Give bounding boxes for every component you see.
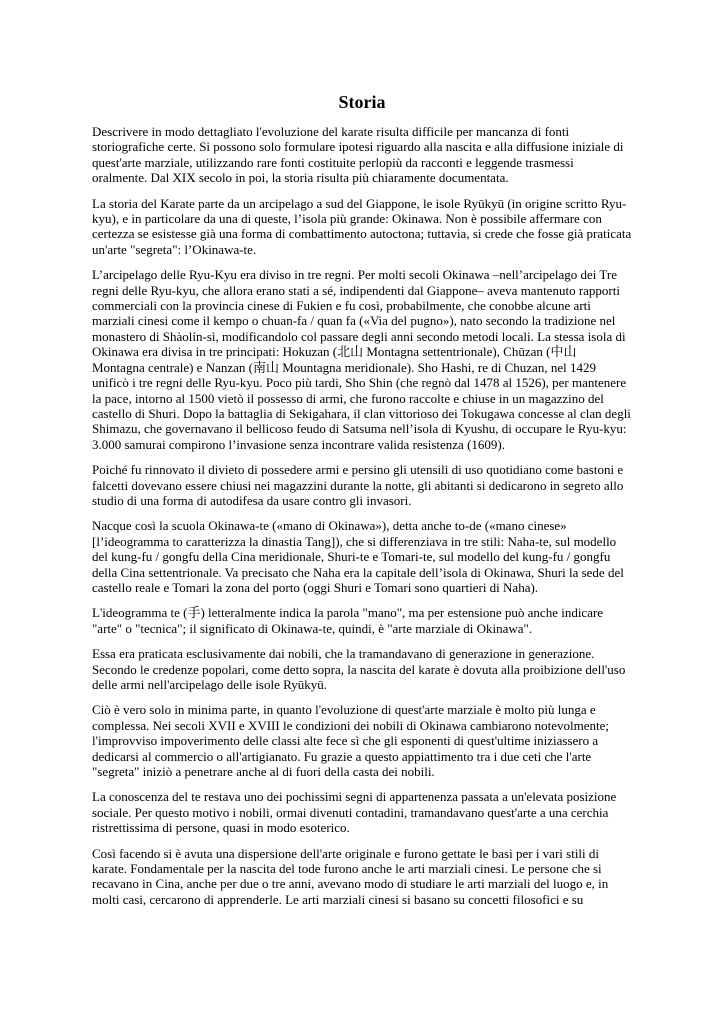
paragraph-ideogram-te: L'ideogramma te (手) letteralmente indica la parola "mano", ma per estensione può anche indicare "arte" o "tecnica"; il significato di Okinawa-te, quindi, è "arte marziale di Okinawa". <box>92 605 604 636</box>
paragraph-dispersion: Così facendo si è avuta una dispersione dell'arte originale e furono gettate le basi per i vari stili di karate. Fondamentale per la nascita del tode furono anche le arti marziali cinesi. Le persone che si recavano in Cina, anche per due o tre anni, avevano modo di studiare le arti marziali del luogo e, in molti casi, cercarono di apprenderle. Le arti marziali cinesi si basano su concetti filosofici e su <box>92 845 609 907</box>
paragraph-intro: Descrivere in modo dettagliato l'evoluzione del karate risulta difficile per mancanza di fonti storiografiche certe. Si possono solo formulare ipotesi riguardo alla nascita e alla diffusione iniziale di quest'arte marziale, utilizzando rare fonti costituite perlopiù da racconti e leggende trasmessi oralmente. Dal XIX secolo in poi, la storia risulta più chiaramente documentata. <box>92 124 624 186</box>
paragraph-social-status: La conoscenza del te restava uno dei pochissimi segni di appartenenza passata a un'elevata posizione sociale. Per questo motivo i nobili, ormai divenuti contadini, tramandavano quest'arte a una cerchia ristrettissima di persone, quasi in modo esoterico. <box>92 789 617 836</box>
paragraph-evolution: Ciò è vero solo in minima parte, in quanto l'evoluzione di quest'arte marziale è molto più lunga e complessa. Nei secoli XVII e XVIII le condizioni dei nobili di Okinawa cambiarono notevolmente; l'improvviso impoverimento delle classi alte fece sì che gli esponenti di quest'ultime iniziassero a dedicarsi al commercio o all'artigianato. Fu grazie a questo appiattimento tra i due ceti che l'arte "segreta" iniziò a penetrare anche al di fuori della casta dei nobili. <box>92 702 609 780</box>
document-body <box>92 124 632 917</box>
paragraph-nobles: Essa era praticata esclusivamente dai nobili, che la tramandavano di generazione in generazione. Secondo le credenze popolari, come detto sopra, la nascita del karate è dovuta alla proibizione dell'uso delle armi nell'arcipelago delle isole Ryūkyū. <box>92 646 626 692</box>
paragraph-origins: La storia del Karate parte da un arcipelago a sud del Giappone, le isole Ryūkyū (in origine scritto Ryu-kyu), e in particolare da una di queste, l’isola più grande: Okinawa. Non è possibile affermare con certezza se esistesse già una forma di combattimento autoctona; tuttavia, si crede che fosse già praticata un'arte "segreta": l’Okinawa-te. <box>92 195 632 257</box>
paragraph-three-kingdoms: L’arcipelago delle Ryu-Kyu era diviso in tre regni. Per molti secoli Okinawa –nell’arcipelago dei Tre regni delle Ryu-kyu, che allora erano stati a sé, indipendenti dal Giappone– aveva mantenuto rapporti commerciali con la provincia cinese di Fukien e fu così, probabilmente, che conobbe alcune arti marziali cinesi come il kempo o chuan-fa / quan fa («Via del pugno»), nato secondo la tradizione nel monastero di Shàolín-sì, modificandolo col passare degli anni secondo metodi locali. La stessa isola di Okinawa era divisa in tre principati: Hokuzan (北山 Montagna settentrionale), Chūzan (中山 Montagna centrale) e Nanzan (南山 Mountagna meridionale). Sho Hashi, re di Chuzan, nel 1429 unificò i tre regni delle Ryu-kyu. Poco più tardi, Sho Shin (che regnò dal 1478 al 1526), per mantenere la pace, intorno al 1500 vietò il possesso di armi, che furono raccolte e chiuse in un magazzino del castello di Shuri. Dopo la battaglia di Sekigahara, il clan vittorioso dei Tokugawa concesse al clan degli Shimazu, che governavano il bellicoso feudo di Satsuma nell’isola di Kyushu, di occupare le Ryu-kyu: 3.000 samurai compirono l’invasione senza incontrare valida resistenza (1609). <box>92 267 631 452</box>
paragraph-okinawa-te-school: Nacque così la scuola Okinawa-te («mano di Okinawa»), detta anche to-de («mano cinese» [l’ideogramma to caratterizza la dinastia Tang]), che si differenziava in tre stili: Naha-te, sul modello del kung-fu / gongfu della Cina meridionale, Shuri-te e Tomari-te, sul modello del kung-fu / gongfu della Cina settentrionale. Va precisato che Naha era la capitale dell’isola di Okinawa, Shuri la sede del castello reale e Tomari la zona del porto (oggi Shuri e Tomari sono quartieri di Naha). <box>92 518 624 595</box>
page-title: Storia <box>338 92 386 112</box>
paragraph-weapon-ban: Poiché fu rinnovato il divieto di possedere armi e persino gli utensili di uso quotidiano come bastoni e falcetti dovevano essere chiusi nei magazzini durante la notte, gli abitanti si dedicarono in segreto allo studio di una forma di autodifesa da usare contro gli invasori. <box>92 462 624 508</box>
